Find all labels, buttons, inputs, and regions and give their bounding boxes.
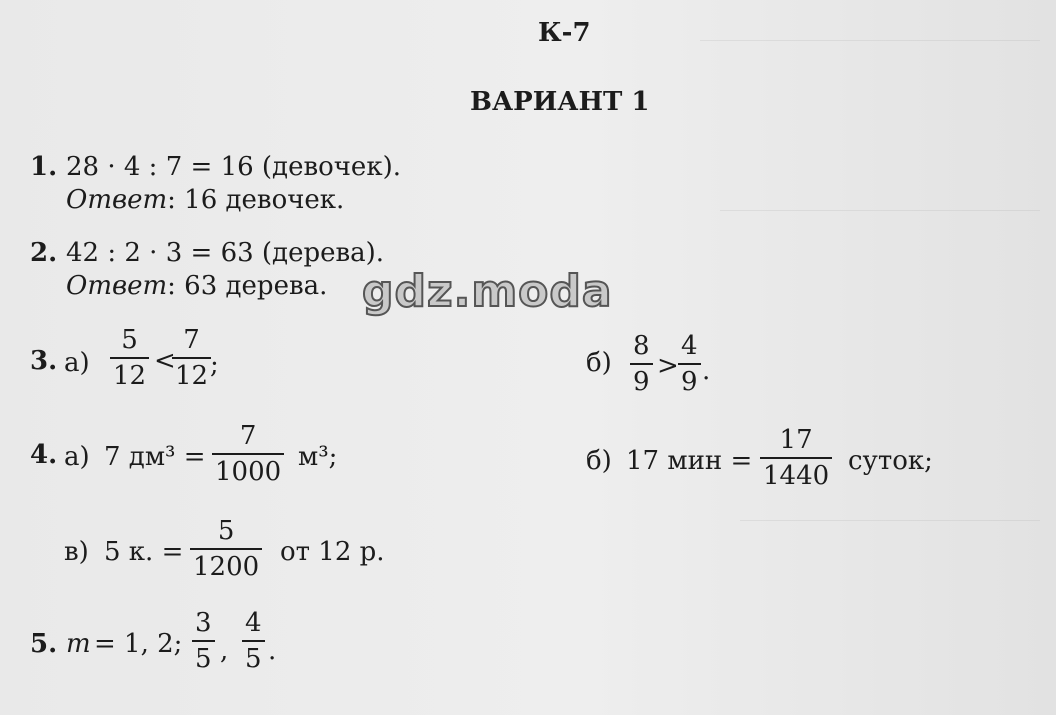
punctuation: ; xyxy=(210,350,219,380)
problem-4b-rhs: суток; xyxy=(848,446,933,476)
fraction xyxy=(760,427,832,489)
comparison-operator: < xyxy=(154,346,176,376)
problem-2-answer xyxy=(66,271,327,301)
denominator: 1440 xyxy=(760,457,832,489)
page-code: К-7 xyxy=(538,18,591,48)
problem-4c-rhs: от 12 р. xyxy=(280,537,385,567)
comparison-operator: > xyxy=(657,351,679,381)
answer-label: Ответ xyxy=(66,271,168,301)
denominator: 9 xyxy=(678,363,701,395)
variant-title: ВАРИАНТ 1 xyxy=(470,87,650,117)
punctuation: . xyxy=(268,636,277,666)
scan-artifact xyxy=(720,210,1040,211)
scan-artifact xyxy=(740,520,1040,521)
numerator: 4 xyxy=(245,608,262,638)
problem-5-values: = 1, 2; xyxy=(94,629,183,659)
numerator: 5 xyxy=(217,516,235,546)
answer-label: Ответ xyxy=(66,185,168,215)
fraction xyxy=(172,327,211,389)
numerator: 7 xyxy=(239,421,257,451)
denominator: 12 xyxy=(172,357,211,389)
problem-1-expression: 28 · 4 : 7 = 16 (девочек). xyxy=(66,152,401,182)
fraction xyxy=(630,333,653,395)
punctuation: . xyxy=(702,356,711,386)
problem-4a-rhs: м³; xyxy=(298,442,338,472)
answer-text: : 63 дерева. xyxy=(167,271,328,301)
denominator: 1000 xyxy=(212,453,284,485)
fraction xyxy=(212,423,284,485)
problem-2-expression: 42 : 2 · 3 = 63 (дерева). xyxy=(66,238,385,268)
denominator: 5 xyxy=(242,640,265,672)
punctuation: , xyxy=(220,636,229,666)
problem-4c-label: в) xyxy=(64,537,89,567)
problem-1-answer xyxy=(66,185,344,215)
denominator: 12 xyxy=(110,357,149,389)
problem-5-number: 5. xyxy=(30,629,58,659)
variable: m xyxy=(66,629,91,659)
problem-3a-label: а) xyxy=(64,348,90,378)
numerator: 7 xyxy=(183,325,200,355)
problem-3b-label: б) xyxy=(586,348,612,378)
numerator: 3 xyxy=(195,608,212,638)
problem-3-number: 3. xyxy=(30,346,58,376)
denominator: 1200 xyxy=(190,548,262,580)
denominator: 5 xyxy=(192,640,215,672)
fraction xyxy=(190,518,262,580)
denominator: 9 xyxy=(630,363,653,395)
numerator: 5 xyxy=(121,325,138,355)
fraction xyxy=(242,610,265,672)
problem-4a-lhs: 7 дм³ = xyxy=(104,442,206,472)
numerator: 8 xyxy=(633,331,650,361)
problem-4b-label: б) xyxy=(586,446,612,476)
problem-2-number: 2. xyxy=(30,238,58,268)
problem-4-number: 4. xyxy=(30,440,58,470)
answer-text: : 16 девочек. xyxy=(167,185,345,215)
problem-4b-lhs: 17 мин = xyxy=(626,446,753,476)
problem-4c-lhs: 5 к. = xyxy=(104,537,184,567)
fraction xyxy=(192,610,215,672)
fraction xyxy=(678,333,701,395)
fraction xyxy=(110,327,149,389)
problem-4a-label: а) xyxy=(64,442,90,472)
numerator: 17 xyxy=(779,425,813,455)
scan-artifact xyxy=(700,40,1040,41)
problem-1-number: 1. xyxy=(30,152,58,182)
watermark: gdz.moda xyxy=(362,266,613,317)
numerator: 4 xyxy=(681,331,698,361)
